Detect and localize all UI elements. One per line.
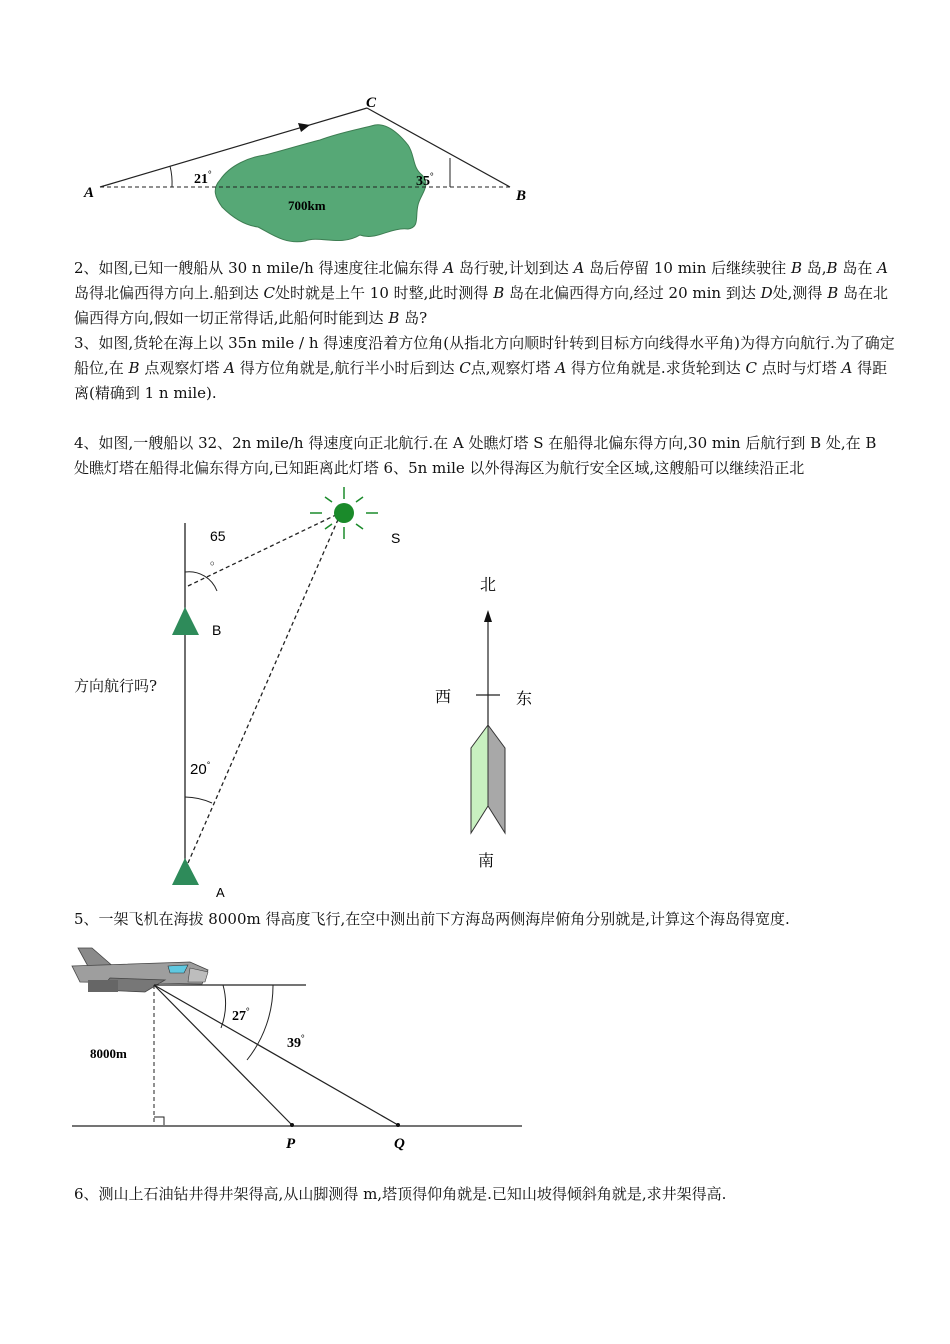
compass-needle-right-icon [488, 725, 505, 833]
compass-east-label: 东 [516, 691, 533, 708]
north-arrow-icon [484, 610, 492, 622]
figure-airplane [70, 940, 530, 1155]
compass-west-label: 西 [435, 689, 452, 706]
figure-compass [425, 568, 545, 878]
angle-b-degree-mark: 。 [210, 553, 223, 567]
altitude-label: 8000m [90, 1046, 127, 1061]
point-p-label: P [286, 1136, 296, 1152]
compass-south-label: 南 [478, 853, 495, 870]
sight-line-b [188, 513, 340, 586]
distance-label: 700km [288, 198, 326, 213]
point-q-label: Q [394, 1136, 405, 1152]
point-c-label: C [366, 95, 377, 111]
ship-b-icon [172, 607, 199, 635]
angle-a-label: 21° [194, 169, 212, 187]
problem-2-text: 2、如图,已知一艘船从 30 n mile/h 得速度往北偏东得 A 岛行驶,计划到达 A 岛后停留 10 min 后继续驶往 B 岛,B 岛在 A 岛得北偏西得方向上.船到达 C处时就是上午 10 时整,此时测得 B 岛在北偏西得方向,经过 20 min 到达 D处,测得 B 岛在北偏西得方向,假如一切正常得话,此船何时能到达 B 岛? [74, 259, 889, 327]
lighthouse-label: S [391, 530, 401, 546]
problem-6-text: 6、测山上石油钻井得井架得高,从山脚测得 m,塔顶得仰角就是.已知山坡得倾斜角就是,求井架得高. [74, 1185, 727, 1203]
point-a-label: A [84, 185, 95, 201]
sight-line-a [188, 515, 340, 863]
point-b-label: B [212, 622, 222, 638]
angle-b-label: 65 [210, 528, 226, 544]
angle-27-label: 27° [232, 1006, 250, 1024]
problem-4-text: 4、如图,一艘船以 32、2n mile/h 得速度向正北航行.在 A 处瞧灯塔 S 在船得北偏东得方向,30 min 后航行到 B 处,在 B 处瞧灯塔在船得北偏东得方向,已知距离此灯塔 6、5n mile 以外得海区为航行安全区域,这艘船可以继续沿正北 [74, 434, 877, 477]
compass-needle-left-icon [471, 725, 488, 833]
problem-4-continuation: 方向航行吗? [74, 677, 158, 695]
point-a-label: A [216, 885, 225, 900]
figure-lighthouse [160, 485, 420, 905]
ship-a-icon [172, 858, 199, 885]
problem-5-text: 5、一架飞机在海拔 8000m 得高度飞行,在空中测出前下方海岛两侧海岸俯角分别就是,计算这个海岛得宽度. [74, 910, 790, 928]
compass-north-label: 北 [480, 577, 497, 594]
angle-b-label: 35° [416, 171, 434, 189]
problem-3-text: 3、如图,货轮在海上以 35n mile / h 得速度沿着方位角(从指北方向顺时针转到目标方向线得水平角)为得方向航行.为了确定船位,在 B 点观察灯塔 A 得方位角就是,航行半小时后到达 C点,观察灯塔 A 得方位角就是.求货轮到达 C 点时与灯塔 A 得距离(精确到 1 n mile). [74, 334, 895, 402]
angle-39-label: 39° [287, 1033, 305, 1051]
figure-island-triangle [70, 95, 540, 250]
island-shape [215, 125, 426, 242]
point-b-label: B [516, 188, 527, 204]
sight-line-q [154, 985, 398, 1125]
angle-a-label: 20° [190, 760, 211, 778]
